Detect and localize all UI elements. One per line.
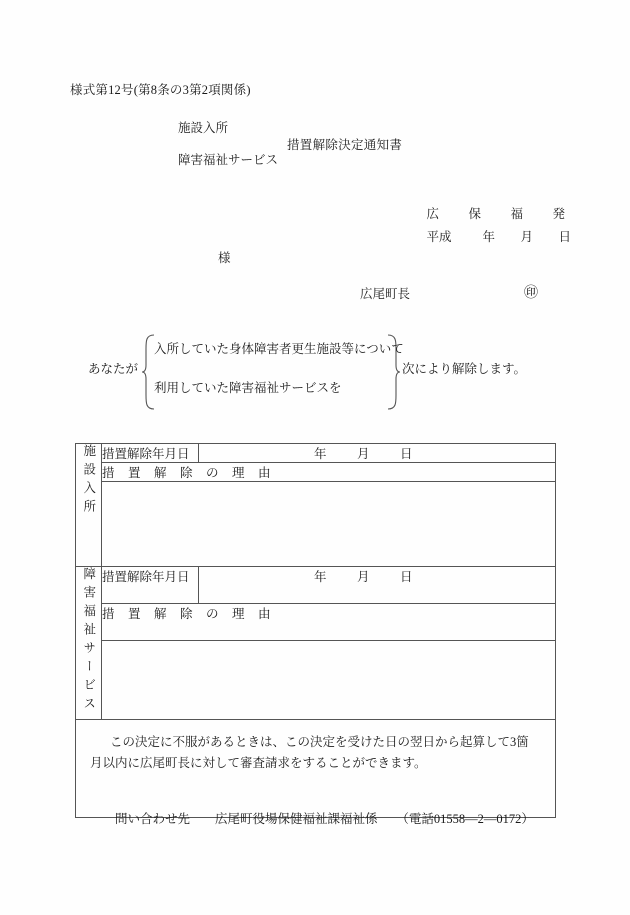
date-value-facility[interactable] [199,444,556,463]
docnum-char-4: 発 [552,206,566,221]
date-year-unit: 年 [314,447,327,461]
issue-date-month-unit: 月 [520,229,534,244]
clause-option-facility: 入所していた身体障害者更生施設等について [154,342,404,356]
docnum-char-2: 保 [468,206,482,221]
contact-line [90,788,541,850]
table-row [76,463,556,482]
header-category-facility: 施設入所 [178,121,229,135]
table-side-label-facility [76,444,102,567]
date-month-unit: 月 [357,570,370,584]
contact-office: 広尾町役場保健福祉課福祉係 [215,811,378,826]
reason-label-facility: 措 置 解 除 の 理 由 [102,463,556,482]
footer-note-box [75,718,556,826]
contact-phone: （電話01558—2—0172） [402,811,534,826]
decision-table [75,443,556,720]
page-title: 措置解除決定通知書 [287,138,403,152]
table-row [76,482,556,567]
seal-icon: ㊞ [524,286,538,301]
recipient-honorific: 様 [218,251,231,265]
clause-tail: 次により解除します。 [402,362,527,376]
table-row [76,641,556,720]
clause-lead: あなたが [88,362,139,376]
reason-value-facility[interactable] [102,482,556,567]
form-number: 様式第12号(第8条の3第2項関係) [70,83,251,97]
date-year-unit: 年 [314,570,327,584]
table-row [76,567,556,604]
date-month-unit: 月 [357,447,370,461]
side-label-text: 障害福祉サービス [81,567,96,715]
appeal-notice-text: この決定に不服があるときは、この決定を受けた日の翌日から起算して3箇月以内に広尾町長に対して審査請求をすることができます。 [90,735,529,770]
table-side-label-service [76,567,102,720]
clause-block [88,333,548,411]
issuer-name: 広尾町長 [360,287,411,301]
issue-date-year-unit: 年 [482,229,496,244]
issue-date-line [414,218,571,256]
date-label-service: 措置解除年月日 [102,567,199,604]
docnum-char-3: 福 [510,206,524,221]
issue-date-day-unit: 日 [558,229,572,244]
side-label-text: 施設入所 [81,444,96,518]
date-day-unit: 日 [400,447,413,461]
table-row [76,604,556,641]
reason-value-service[interactable] [102,641,556,720]
date-label-facility: 措置解除年月日 [102,444,199,463]
table-row [76,444,556,463]
date-day-unit: 日 [400,570,413,584]
docnum-char-1: 広 [426,206,440,221]
date-value-service[interactable] [199,567,556,604]
reason-label-service: 措 置 解 除 の 理 由 [102,604,556,641]
header-category-service: 障害福祉サービス [178,153,279,167]
clause-option-service: 利用していた障害福祉サービスを [154,381,342,395]
contact-label: 問い合わせ先 [115,811,191,826]
issue-date-era: 平成 [426,229,452,244]
